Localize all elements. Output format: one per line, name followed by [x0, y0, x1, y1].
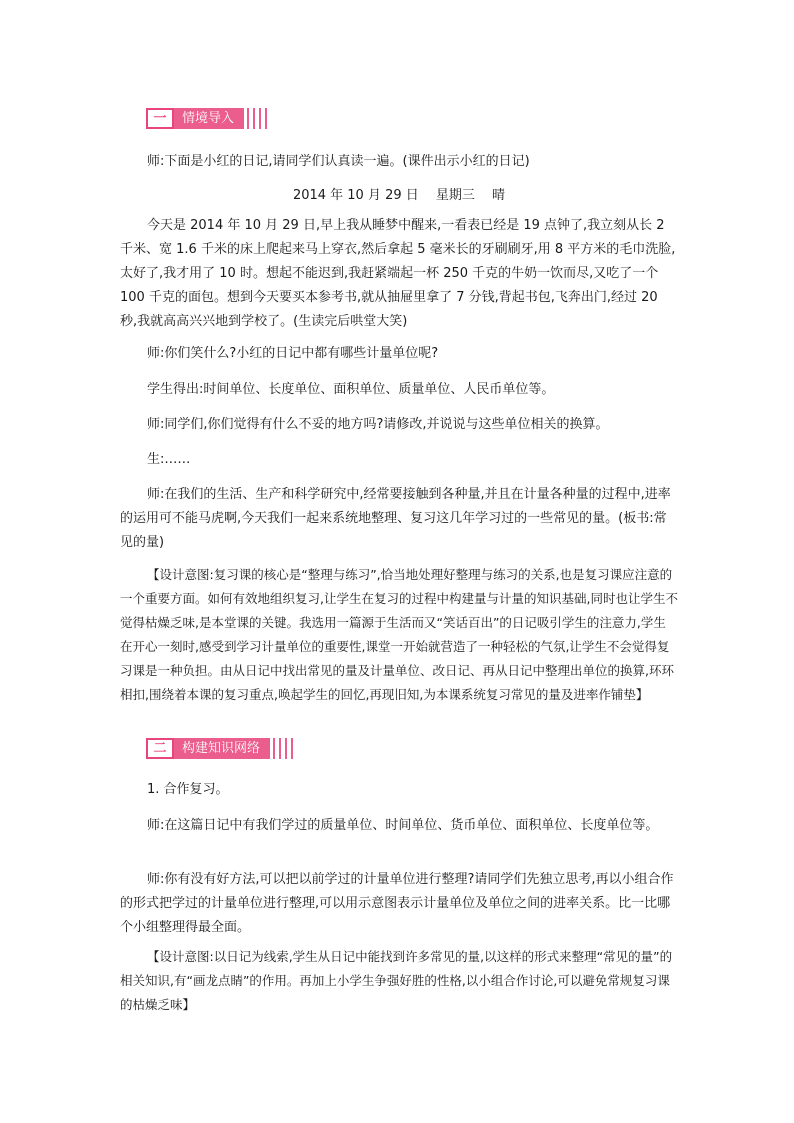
section-header-2: [146, 738, 297, 759]
section-title: 构建知识网络: [174, 738, 270, 759]
paragraph-answer-2: 生:……: [147, 452, 191, 467]
paragraph-intro: 师:下面是小红的日记,请同学们认真读一遍。(课件出示小红的日记): [147, 154, 530, 169]
paragraph-design-intent-2: 【设计意图:以日记为线索,学生从日记中能找到许多常见的量,以这样的形式来整理“常见的量”的相关知识,有“画龙点睛”的作用。再加上小学生争强好胜的性格,以小组合作讨论,可以避免常规复习课的枯燥乏味】: [120, 949, 673, 1012]
paragraph-cooperative-review: 1. 合作复习。: [147, 782, 229, 797]
section-number: 一: [146, 108, 174, 129]
paragraph-question-1: 师:你们笑什么?小红的日记中都有哪些计量单位呢?: [147, 346, 439, 361]
diary-date-line: 2014 年 10 月 29 日 星期三 晴: [292, 188, 506, 203]
paragraph-diary: 今天是 2014 年 10 月 29 日,早上我从睡梦中醒来,一看表已经是 19 点钟了,我立刻从长 2 千米、宽 1.6 千米的床上爬起来马上穿衣,然后拿起 5 毫米长的牙刷刷牙,用 8 平方米的毛巾洗脸,太好了,我才用了 10 时。想起不能迟到,我赶紧端起一杯 250 千克的牛奶一饮而尽,又吃了一个 100 千克的面包。想到今天要买本参考书,就从抽屉里拿了 7 分钱,背起书包,飞奔出门,经过 20 秒,我就高高兴兴地到学校了。(生读完后哄堂大笑): [120, 218, 676, 329]
section-number: 二: [146, 738, 174, 759]
paragraph-teacher-1: 师:在我们的生活、生产和科学研究中,经常要接触到各种量,并且在计量各种量的过程中,进率的运用可不能马虎啊,今天我们一起来系统地整理、复习这几年学习过的一些常见的量。(板书:常见的量): [120, 487, 671, 550]
paragraph-answer-1: 学生得出:时间单位、长度单位、面积单位、质量单位、人民币单位等。: [147, 382, 555, 397]
paragraph-design-intent-1: 【设计意图:复习课的核心是“整理与练习”,恰当地处理好整理与练习的关系,也是复习课应注意的一个重要方面。如何有效地组织复习,让学生在复习的过程中构建量与计量的知识基础,同时也让学生不觉得枯燥乏味,是本堂课的关键。我选用一篇源于生活而又“笑话百出”的日记吸引学生的注意力,学生在开心一刻时,感受到学习计量单位的重要性,课堂一开始就营造了一种轻松的气氛,让学生不会觉得复习课是一种负担。由从日记中找出常见的量及计量单位、改日记、再从日记中整理出单位的换算,环环相扣,围绕着本课的复习重点,唤起学生的回忆,再现旧知,为本课系统复习常见的量及进率作铺垫】: [120, 567, 678, 702]
decorative-bars: [247, 108, 271, 129]
section-title: 情境导入: [174, 108, 244, 129]
section-header-1: [146, 108, 271, 129]
paragraph-teacher-3: 师:你有没有好方法,可以把以前学过的计量单位进行整理?请同学们先独立思考,再以小组合作的形式把学过的计量单位进行整理,可以用示意图表示计量单位及单位之间的进率关系。比一比哪个小组整理得最全面。: [120, 872, 674, 935]
decorative-bars: [273, 738, 297, 759]
paragraph-teacher-2: 师:在这篇日记中有我们学过的质量单位、时间单位、货币单位、面积单位、长度单位等。: [147, 818, 659, 833]
paragraph-question-2: 师:同学们,你们觉得有什么不妥的地方吗?请修改,并说说与这些单位相关的换算。: [147, 417, 609, 432]
